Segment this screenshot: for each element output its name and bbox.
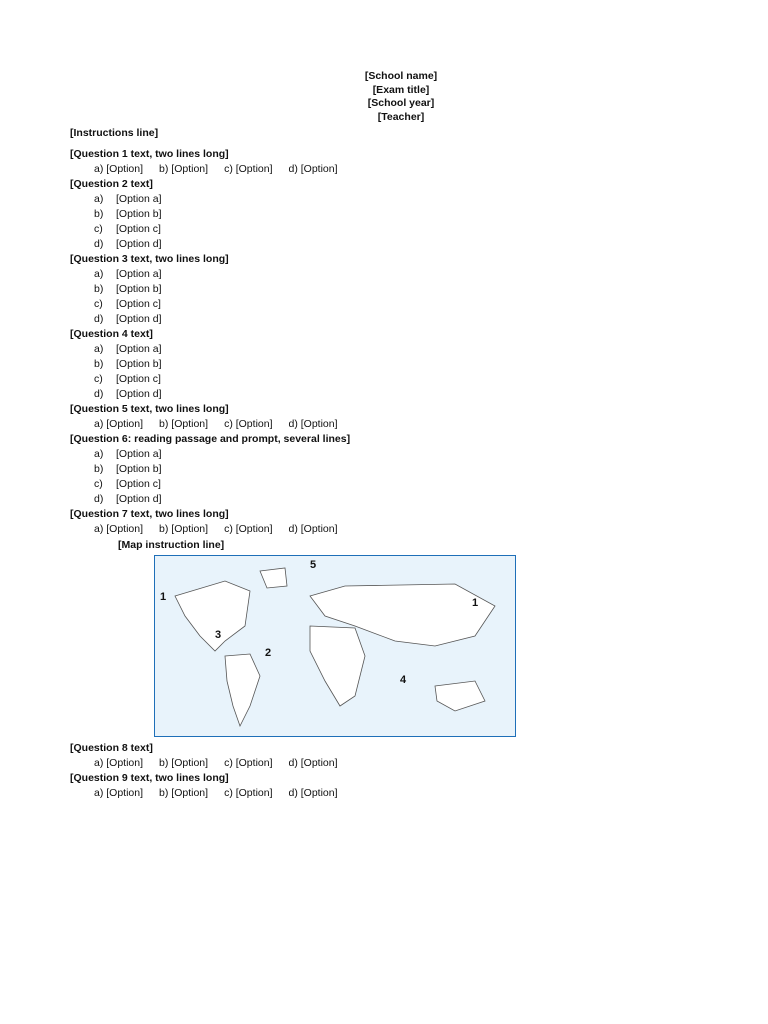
world-map	[154, 555, 516, 737]
answer-option[interactable]: b) [Option]	[159, 757, 209, 769]
answer-option[interactable]	[94, 192, 732, 207]
option-text: [Option d]	[116, 313, 162, 325]
map-zone-label: 2	[265, 647, 272, 659]
question-text: [Question 1 text, two lines long]	[70, 148, 229, 160]
option-text: [Option c]	[116, 298, 161, 310]
option-text: [Option b]	[116, 463, 162, 475]
option-letter: c)	[94, 373, 103, 385]
question-text: [Question 4 text]	[70, 328, 153, 340]
question-text: [Question 5 text, two lines long]	[70, 403, 229, 415]
answer-option[interactable]	[94, 297, 732, 312]
option-letter: b)	[94, 208, 104, 220]
map-zone-label: 1	[160, 591, 167, 603]
answer-option[interactable]: d) [Option]	[288, 163, 338, 175]
option-letter: d)	[94, 493, 104, 505]
answer-option[interactable]	[94, 372, 732, 387]
answer-option[interactable]	[94, 222, 732, 237]
answer-option[interactable]	[94, 342, 732, 357]
answer-options	[70, 522, 732, 537]
option-letter: d)	[94, 238, 104, 250]
map-caption: [Map instruction line]	[118, 539, 225, 551]
answer-options	[70, 267, 732, 327]
question-block	[70, 147, 732, 177]
option-letter: b)	[94, 358, 104, 370]
answer-options	[70, 756, 732, 771]
question-block	[70, 177, 732, 252]
question-block	[70, 771, 732, 801]
option-text: [Option d]	[116, 493, 162, 505]
answer-option[interactable]: d) [Option]	[288, 757, 338, 769]
option-letter: c)	[94, 478, 103, 490]
option-letter: a)	[94, 343, 104, 355]
option-letter: a)	[94, 268, 104, 280]
answer-option[interactable]	[94, 492, 732, 507]
option-text: [Option a]	[116, 268, 162, 280]
question-block	[70, 252, 732, 327]
answer-option[interactable]	[94, 267, 732, 282]
answer-option[interactable]: a) [Option]	[94, 418, 144, 430]
answer-option[interactable]: c) [Option]	[224, 163, 273, 175]
answer-option[interactable]	[94, 387, 732, 402]
question-text: [Question 3 text, two lines long]	[70, 253, 229, 265]
answer-option[interactable]: d) [Option]	[288, 787, 338, 799]
answer-option[interactable]	[94, 447, 732, 462]
answer-option[interactable]: d) [Option]	[288, 523, 338, 535]
option-letter: d)	[94, 313, 104, 325]
exam-page	[70, 70, 732, 801]
option-text: [Option d]	[116, 238, 162, 250]
option-text: [Option b]	[116, 208, 162, 220]
question-text: [Question 8 text]	[70, 742, 153, 754]
option-letter: b)	[94, 283, 104, 295]
option-text: [Option a]	[116, 343, 162, 355]
option-letter: d)	[94, 388, 104, 400]
answer-option[interactable]	[94, 462, 732, 477]
answer-option[interactable]: c) [Option]	[224, 787, 273, 799]
option-letter: b)	[94, 463, 104, 475]
answer-option[interactable]: d) [Option]	[288, 418, 338, 430]
school-year: [School year]	[367, 97, 435, 109]
instructions: [Instructions line]	[70, 127, 159, 139]
map-zone-label: 4	[400, 674, 407, 686]
option-text: [Option c]	[116, 223, 161, 235]
answer-options	[70, 417, 732, 432]
question-block	[70, 402, 732, 432]
option-letter: c)	[94, 223, 103, 235]
option-text: [Option a]	[116, 193, 162, 205]
answer-option[interactable]: b) [Option]	[159, 523, 209, 535]
option-text: [Option c]	[116, 373, 161, 385]
answer-options	[70, 192, 732, 252]
exam-title: [Exam title]	[372, 83, 430, 96]
option-letter: a)	[94, 448, 104, 460]
answer-option[interactable]	[94, 357, 732, 372]
school-name: [School name]	[364, 70, 438, 82]
question-list	[70, 147, 732, 537]
question-text: [Question 9 text, two lines long]	[70, 772, 229, 784]
question-block	[70, 741, 732, 771]
map-zone-label: 3	[215, 629, 222, 641]
map-zone-label: 5	[310, 559, 317, 571]
answer-option[interactable]: c) [Option]	[224, 523, 273, 535]
option-text: [Option b]	[116, 358, 162, 370]
answer-option[interactable]: b) [Option]	[159, 163, 209, 175]
question-text: [Question 6: reading passage and prompt, several lines]	[70, 433, 351, 445]
question-text: [Question 7 text, two lines long]	[70, 508, 229, 520]
answer-option[interactable]: b) [Option]	[159, 787, 209, 799]
answer-option[interactable]: a) [Option]	[94, 163, 144, 175]
option-text: [Option a]	[116, 448, 162, 460]
answer-option[interactable]	[94, 477, 732, 492]
answer-option[interactable]: a) [Option]	[94, 523, 144, 535]
answer-option[interactable]: c) [Option]	[224, 757, 273, 769]
answer-option[interactable]	[94, 207, 732, 222]
answer-option[interactable]: a) [Option]	[94, 787, 144, 799]
option-letter: c)	[94, 298, 103, 310]
question-block	[70, 327, 732, 402]
world-map-drawing	[155, 556, 515, 736]
teacher-name: [Teacher]	[377, 110, 425, 123]
exam-header	[70, 70, 732, 124]
answer-options	[70, 786, 732, 801]
answer-option[interactable]	[94, 312, 732, 327]
answer-option[interactable]: c) [Option]	[224, 418, 273, 430]
question-text: [Question 2 text]	[70, 178, 153, 190]
option-text: [Option b]	[116, 283, 162, 295]
answer-option[interactable]	[94, 237, 732, 252]
answer-option[interactable]: b) [Option]	[159, 418, 209, 430]
answer-options	[70, 447, 732, 507]
answer-options	[70, 342, 732, 402]
option-text: [Option d]	[116, 388, 162, 400]
answer-options	[70, 162, 732, 177]
map-zone-label: 1	[472, 597, 479, 609]
option-letter: a)	[94, 193, 104, 205]
answer-option[interactable]	[94, 282, 732, 297]
answer-option[interactable]: a) [Option]	[94, 757, 144, 769]
option-text: [Option c]	[116, 478, 161, 490]
question-block	[70, 507, 732, 537]
question-block	[70, 432, 732, 507]
question-list-after-map	[70, 741, 732, 801]
